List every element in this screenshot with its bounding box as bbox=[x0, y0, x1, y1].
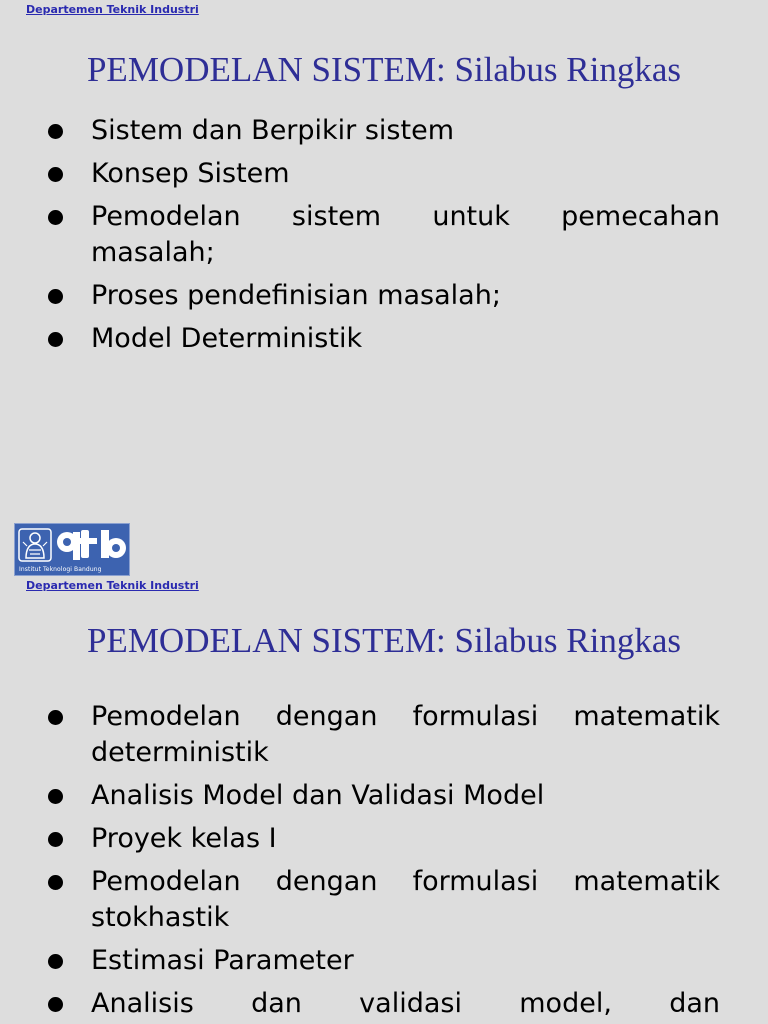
list-item bbox=[91, 699, 720, 771]
list-item-text: Pemodelan dengan formulasi matematik deterministik bbox=[91, 701, 720, 768]
list-item bbox=[91, 199, 720, 271]
list-item bbox=[91, 321, 720, 357]
bullet-icon bbox=[48, 332, 63, 347]
bullet-icon bbox=[48, 710, 63, 725]
list-item bbox=[91, 943, 720, 979]
list-item bbox=[91, 864, 720, 936]
list-item bbox=[91, 821, 720, 857]
bullet-list bbox=[91, 699, 720, 1022]
bullet-icon bbox=[48, 997, 63, 1012]
list-item bbox=[91, 113, 720, 149]
list-item bbox=[91, 156, 720, 192]
list-item-text: Estimasi Parameter bbox=[91, 945, 354, 976]
header-link-departemen[interactable]: Departemen Teknik Industri bbox=[26, 3, 199, 16]
itb-logo bbox=[14, 523, 130, 576]
bullet-icon bbox=[48, 832, 63, 847]
bullet-icon bbox=[48, 124, 63, 139]
bullet-icon bbox=[48, 210, 63, 225]
list-item bbox=[91, 278, 720, 314]
list-item-text: Pemodelan dengan formulasi matematik stokhastik bbox=[91, 866, 720, 933]
ganesha-seal-icon bbox=[18, 528, 52, 562]
list-item-text: Analisis Model dan Validasi Model bbox=[91, 780, 545, 811]
bullet-list bbox=[91, 113, 720, 357]
list-item-text: Proses pendefinisian masalah; bbox=[91, 280, 501, 311]
list-item bbox=[91, 778, 720, 814]
slide-title: PEMODELAN SISTEM: Silabus Ringkas bbox=[86, 50, 682, 89]
bullet-icon bbox=[48, 167, 63, 182]
list-item-text: Pemodelan sistem untuk pemecahan masalah; bbox=[91, 201, 720, 268]
list-item-text: Analisis dan validasi model, dan bbox=[91, 988, 720, 1019]
list-item-text: Konsep Sistem bbox=[91, 158, 290, 189]
list-item-text: Model Deterministik bbox=[91, 323, 363, 354]
bullet-icon bbox=[48, 289, 63, 304]
bullet-icon bbox=[48, 789, 63, 804]
bullet-icon bbox=[48, 954, 63, 969]
list-item-text: Sistem dan Berpikir sistem bbox=[91, 115, 454, 146]
header-link-departemen[interactable]: Departemen Teknik Industri bbox=[26, 579, 199, 592]
list-item-text: Proyek kelas I bbox=[91, 823, 277, 854]
slide-title: PEMODELAN SISTEM: Silabus Ringkas bbox=[86, 621, 682, 660]
itb-wordmark-icon bbox=[53, 526, 129, 562]
logo-subtitle: Institut Teknologi Bandung bbox=[19, 566, 102, 573]
bullet-icon bbox=[48, 875, 63, 890]
list-item bbox=[91, 986, 720, 1022]
